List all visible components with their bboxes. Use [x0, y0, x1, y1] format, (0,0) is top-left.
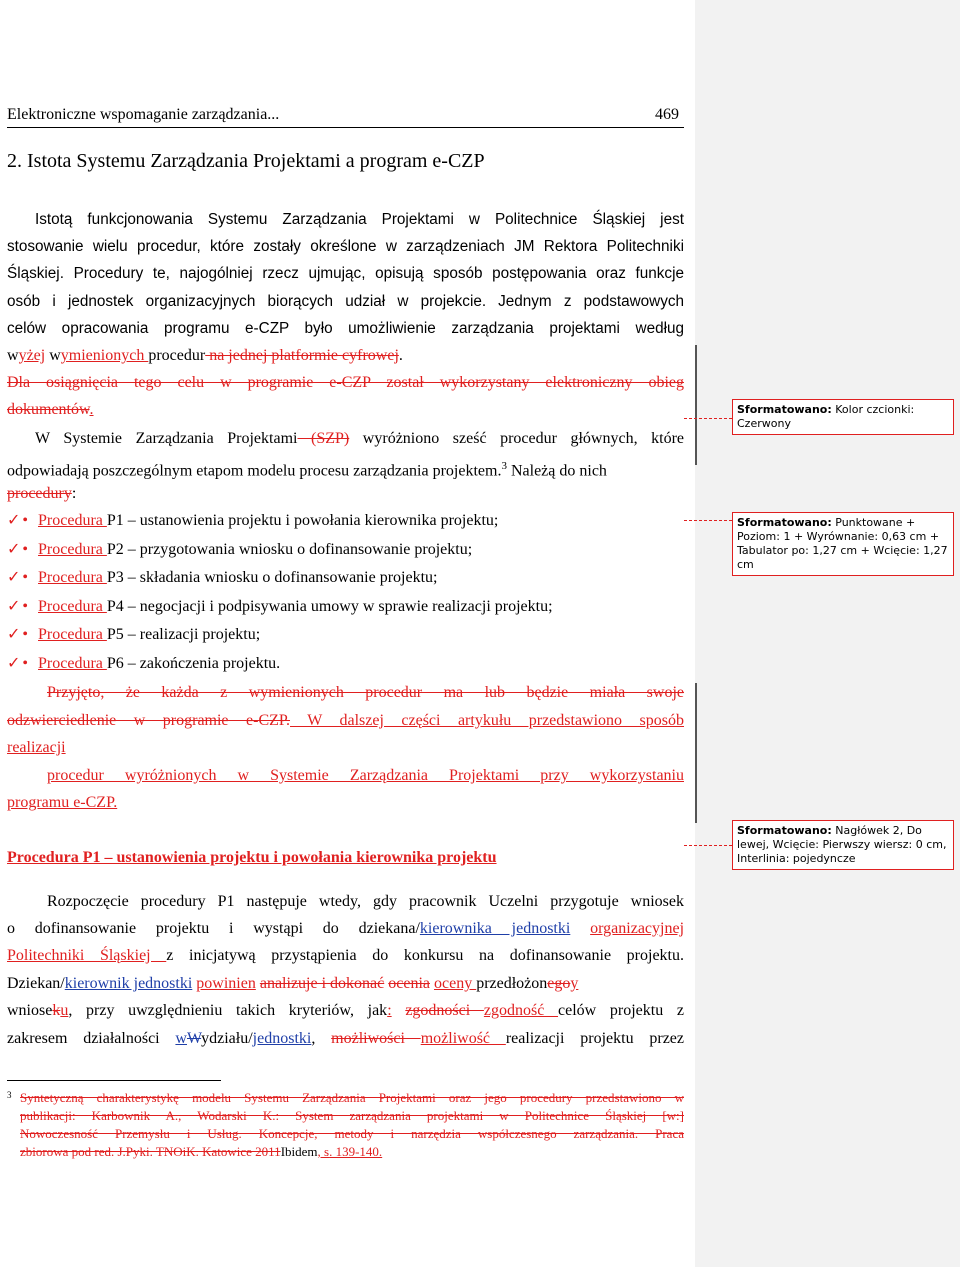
p4-l6-d: ydziału — [201, 1030, 249, 1047]
footnote-mark: 3 — [7, 1090, 12, 1100]
p4-l2-c — [570, 920, 590, 937]
p3-l2-b: W dalszej części artykułu przedstawiono sposób — [290, 712, 684, 729]
checkmark-icon: ✓ — [7, 512, 21, 529]
markup-pane — [695, 0, 960, 1267]
fn-l4-d: . 139-140. — [329, 1144, 383, 1159]
paragraph-3-line-2 — [7, 711, 684, 731]
procedure-word: Procedura — [38, 512, 107, 529]
procedure-description: P5 – realizacji projektu; — [106, 626, 261, 644]
checkmark-icon: ✓ — [7, 655, 21, 672]
p4-l3-b: z inicjatywą przystąpienia do konkursu na dofinansowanie projektu. — [166, 947, 684, 964]
comment-3-label: Sformatowano: — [737, 824, 832, 837]
p4-l5-f — [392, 1002, 406, 1019]
paragraph-1-line-5: celów opracowania programu e-CZP było umożliwienie zarządzania projektami według — [7, 320, 684, 337]
p4-l6-i: możliwość — [420, 1030, 506, 1047]
fn-l4-c: , s — [317, 1144, 330, 1159]
comment-connector-3 — [684, 845, 732, 847]
comment-2-text: Punktowane + Poziom: 1 + Wyrównanie: 0,63 cm + Tabulator po: 1,27 cm + Wcięcie: 1,27 cm — [737, 516, 948, 571]
paragraph-4-line-2 — [7, 919, 684, 939]
procedure-description: P3 – składania wniosku o dofinansowanie projektu; — [106, 569, 438, 587]
procedure-description: P4 – negocjacji i podpisywania umowy w sprawie realizacji projektu; — [106, 597, 553, 615]
footnote-line-2: publikacji: Karbownik A., Wodarski K.: System zarządzania projektami w Politechnice Śląskiej [w:] — [20, 1108, 684, 1123]
procedure-description: P1 – ustanowienia projektu i powołania kierownika projektu; — [106, 512, 499, 529]
change-bar-2 — [695, 683, 697, 823]
paragraph-2-line-2 — [7, 456, 607, 481]
paragraph-4-line-5 — [7, 1001, 684, 1021]
paragraph-1-line-6 — [7, 346, 403, 366]
comment-connector-1 — [684, 418, 732, 420]
bullet-dot-icon: • — [22, 597, 29, 615]
paragraph-4-line-1: Rozpoczęcie procedury P1 następuje wtedy, gdy pracownik Uczelni przygotuje wniosek — [47, 893, 684, 910]
paragraph-1-line-3: Śląskiej. Procedury te, najogólniej rzecz ujmując, opisują sposób postępowania oraz funkcje — [7, 265, 684, 282]
p4-l5-c: u — [60, 1002, 69, 1019]
comment-balloon-3[interactable] — [732, 820, 954, 870]
procedure-list-item — [7, 540, 472, 560]
p4-l5-a: wniose — [7, 1002, 53, 1019]
procedure-word: Procedura — [38, 540, 107, 558]
subheading-procedure-p1: Procedura P1 – ustanowienia projektu i powołania kierownika projektu — [7, 849, 497, 866]
checkmark-icon: ✓ — [7, 597, 21, 615]
procedure-list-item — [7, 625, 260, 645]
p4-l4-f: analizuje i dokonać — [259, 975, 385, 992]
paragraph-3-line-5: programu e-CZP. — [7, 794, 118, 811]
footnote-number — [7, 1086, 12, 1108]
paragraph-4-line-3 — [7, 946, 684, 966]
p4-l6-g: , — [311, 1030, 332, 1047]
comment-1-label: Sformatowano: — [737, 403, 832, 416]
footnote-ref: 3 — [501, 460, 507, 472]
page-number: 469 — [655, 106, 679, 123]
p4-l5-h: zgodność — [483, 1002, 559, 1019]
p4-l4-l: ego — [547, 975, 571, 992]
comment-connector-2 — [684, 520, 732, 522]
procedure-word: Procedura — [38, 597, 107, 615]
paragraph-1-line-2: stosowanie wielu procedur, które zostały określone w zarządzeniach JM Rektora Politechniki — [7, 238, 684, 255]
paragraph-3-line-4: procedur wyróżnionych w Systemie Zarządzania Projektami przy wykorzystaniu — [47, 767, 684, 784]
procedure-list-item — [7, 511, 498, 531]
line8-a: dokumentów — [7, 401, 90, 418]
procedure-list-item — [7, 597, 553, 617]
bullet-dot-icon: • — [22, 655, 29, 672]
paragraph-1-line-8 — [7, 400, 94, 420]
p2-l2-a: odpowiadają poszczególnym etapom modelu procesu zarządzania projektem. — [7, 462, 502, 480]
p4-l4-j: oceny — [433, 975, 477, 992]
p4-l6-j: realizacji projektu przez — [505, 1030, 684, 1047]
line6-h: . — [398, 347, 403, 364]
fn-l4-b: Ibidem — [280, 1144, 318, 1159]
p4-l6-f: jednostki — [252, 1030, 312, 1047]
procedure-list-item — [7, 654, 280, 674]
checkmark-icon: ✓ — [7, 540, 21, 558]
comment-balloon-2[interactable] — [732, 512, 954, 576]
footnote-line-1: Syntetyczną charakterystykę modelu Systemu Zarządzania Projektami oraz jego procedury przedstawiono w — [20, 1090, 684, 1105]
p4-l4-d: powinien — [196, 975, 256, 992]
line6-b: yżej — [18, 347, 46, 364]
procedure-word: Procedura — [38, 626, 107, 644]
procedure-description: P2 – przygotowania wniosku o dofinansowanie projektu; — [106, 540, 473, 558]
comment-balloon-1[interactable] — [732, 399, 954, 435]
p4-l5-d: , przy uwzględnieniu takich kryteriów, jak — [68, 1002, 388, 1019]
p2-l3-a: procedury — [7, 485, 72, 502]
paragraph-1-line-4 — [7, 292, 684, 312]
comment-2-label: Sformatowano: — [737, 516, 832, 529]
p4-l2-b: kierownika jednostki — [419, 920, 571, 937]
p4-l5-b: k — [52, 1002, 61, 1019]
checkmark-icon: ✓ — [7, 626, 21, 644]
line8-b: . — [89, 401, 94, 418]
line6-f: procedur — [148, 347, 206, 364]
bullet-dot-icon: • — [22, 569, 29, 587]
paragraph-1-line-7: Dla osiągnięcia tego celu w programie e-CZP został wykorzystany elektroniczny obieg — [7, 374, 684, 391]
paragraph-1-line-4-tail: Jednym z podstawowych — [498, 293, 685, 310]
p4-l5-e: : — [387, 1002, 392, 1019]
bullet-dot-icon: • — [22, 540, 29, 558]
procedure-list-item — [7, 568, 438, 588]
footnote-line-4 — [20, 1142, 382, 1161]
p2-l1-c: wyróżniono sześć procedur głównych, które — [349, 430, 685, 447]
section-heading: 2. Istota Systemu Zarządzania Projektami a program e-CZP — [7, 150, 485, 172]
p4-l5-g: zgodności — [405, 1002, 484, 1019]
line6-g: na jednej platformie cyfrowej — [205, 347, 399, 364]
p4-l2-d: organizacyjnej — [590, 920, 685, 937]
procedure-word: Procedura — [38, 569, 107, 587]
footnote-line-3: Nowoczesność Przemysłu i Usług. Koncepcje, metody i narzędzia współczesnego zarządzania. Praca — [20, 1126, 684, 1141]
p4-l6-a: zakresem działalności — [7, 1030, 176, 1047]
line6-e: ymienionych — [60, 347, 149, 364]
paragraph-1-line-1: Istotą funkcjonowania Systemu Zarządzania Projektami w Politechnice Śląskiej jest — [35, 211, 684, 228]
footnote-separator — [7, 1080, 221, 1081]
checkmark-icon: ✓ — [7, 569, 21, 587]
paragraph-2-line-3 — [7, 484, 76, 504]
running-header-title: Elektroniczne wspomaganie zarządzania... — [7, 106, 280, 123]
procedure-description: P6 – zakończenia projektu. — [106, 655, 281, 672]
p4-l4-a: Dziekan/ — [7, 975, 65, 992]
p4-l6-e: / — [248, 1030, 253, 1047]
paragraph-4-line-4 — [7, 974, 578, 994]
p4-l6-c: W — [186, 1030, 202, 1047]
p4-l6-b: w — [175, 1030, 187, 1047]
fn-l4-a: zbiorowa pod red. J.Pyki. TNOiK. Katowice 2011 — [20, 1144, 281, 1159]
p2-l2-b: Należą do nich — [506, 462, 607, 480]
comment-3-text: Nagłówek 2, Do lewej, Wcięcie: Pierwszy wiersz: 0 cm, Interlinia: pojedyncze — [737, 824, 947, 865]
paragraph-3-line-3: realizacji — [7, 739, 66, 756]
p4-l6-h: możliwości — [331, 1030, 421, 1047]
p4-l4-h: ocenia — [388, 975, 430, 992]
line6-a: w — [7, 347, 19, 364]
p4-l4-m: y — [570, 975, 579, 992]
procedure-word: Procedura — [38, 655, 107, 672]
bullet-dot-icon: • — [22, 626, 29, 644]
p4-l4-b: kierownik jednostki — [64, 975, 193, 992]
p2-l3-b: : — [71, 485, 77, 502]
p4-l2-a: o dofinansowanie projektu i wystąpi do dziekana/ — [7, 920, 420, 937]
p4-l4-k: przedłożon — [476, 975, 548, 992]
paragraph-3-line-1: Przyjęto, że każda z wymienionych procedur ma lub będzie miała swoje — [47, 684, 684, 701]
p2-l1-a: W Systemie Zarządzania Projektami — [35, 430, 298, 447]
comment-1-text: Kolor czcionki: Czerwony — [737, 403, 915, 430]
line6-d: w — [49, 347, 61, 364]
p3-l2-a: odzwierciedlenie w programie e-CZP. — [7, 712, 291, 729]
paragraph-1-line-4-text: osób i jednostek organizacyjnych biorących udział w projekcie. — [7, 293, 487, 310]
paragraph-2-line-1 — [35, 429, 684, 449]
header-rule — [7, 127, 684, 128]
p2-l1-b: (SZP) — [297, 430, 350, 447]
paragraph-4-line-6 — [7, 1029, 684, 1049]
bullet-dot-icon: • — [22, 512, 29, 529]
change-bar-1 — [695, 345, 697, 465]
p4-l3-a: Politechniki Śląskiej — [7, 947, 167, 964]
p4-l5-i: celów projektu z — [558, 1002, 685, 1019]
